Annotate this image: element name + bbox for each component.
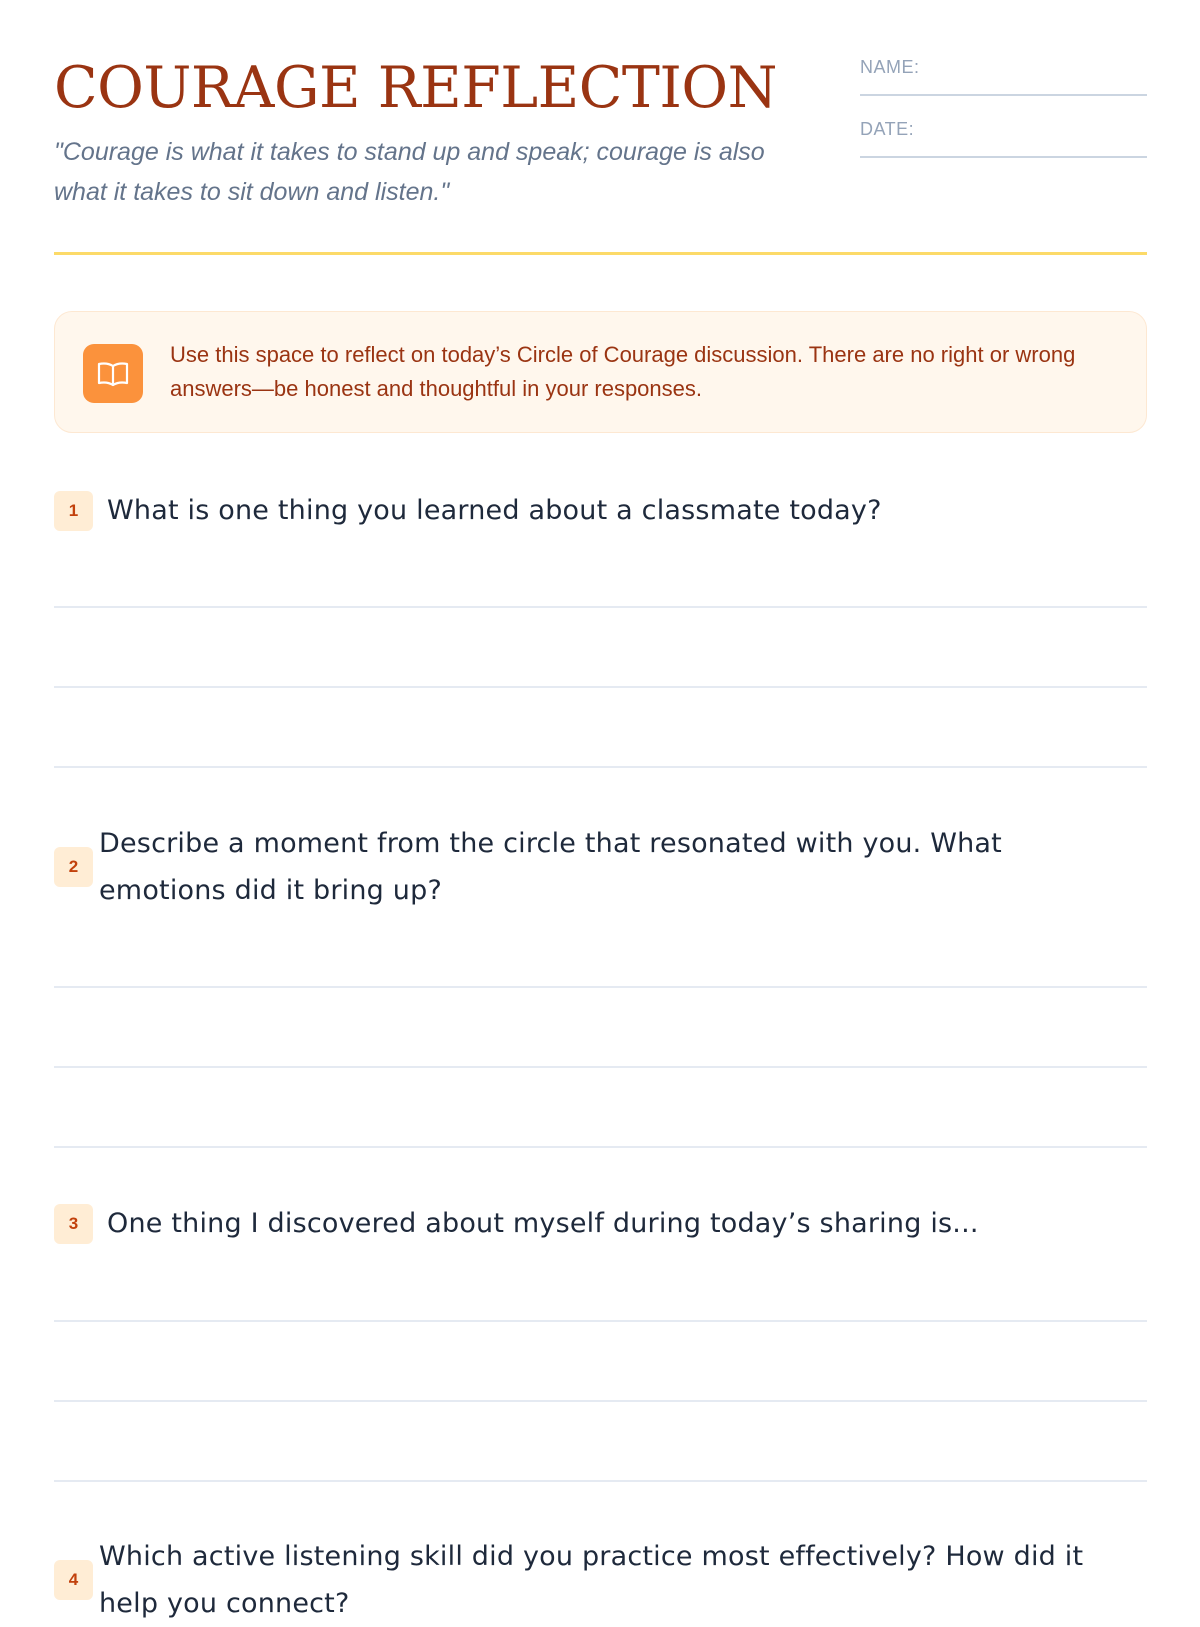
date-label: DATE: <box>860 119 915 139</box>
header-divider <box>54 252 1147 255</box>
name-field[interactable] <box>860 52 1147 96</box>
book-open-icon <box>83 344 143 403</box>
header-quote: "Courage is what it takes to stand up and speak; courage is also what it takes to sit down and listen." <box>54 138 765 206</box>
question-text: One thing I discovered about myself during today’s sharing is... <box>107 1208 979 1239</box>
instructions-callout <box>54 311 1147 433</box>
answer-line[interactable] <box>54 1320 1147 1322</box>
question-3 <box>54 1200 1147 1247</box>
instructions-text: Use this space to reflect on today’s Circle of Courage discussion. There are no right or wrong answers—be honest and thoughtful in your responses. <box>170 342 1076 401</box>
answer-line[interactable] <box>54 1400 1147 1402</box>
name-label: NAME: <box>860 57 920 77</box>
question-text: Which active listening skill did you practice most effectively? How did it help you connect? <box>99 1541 1084 1619</box>
question-1 <box>54 487 1147 534</box>
question-number-badge: 1 <box>54 491 93 531</box>
question-text: What is one thing you learned about a classmate today? <box>107 495 882 526</box>
answer-line[interactable] <box>54 1146 1147 1148</box>
question-number-badge: 3 <box>54 1204 93 1244</box>
worksheet-page <box>54 0 1147 1619</box>
answer-line[interactable] <box>54 606 1147 608</box>
answer-line[interactable] <box>54 1066 1147 1068</box>
answer-line[interactable] <box>54 686 1147 688</box>
worksheet-title: COURAGE REFLECTION <box>54 55 778 121</box>
question-text: Describe a moment from the circle that resonated with you. What emotions did it bring up? <box>99 828 1002 906</box>
answer-line[interactable] <box>54 986 1147 988</box>
question-number-badge: 4 <box>54 1560 93 1600</box>
question-2 <box>54 820 1147 914</box>
answer-line[interactable] <box>54 766 1147 768</box>
date-field[interactable] <box>860 114 1147 158</box>
answer-line[interactable] <box>54 1480 1147 1482</box>
question-4 <box>54 1533 1147 1627</box>
student-info <box>860 52 1147 176</box>
question-number-badge: 2 <box>54 847 93 887</box>
